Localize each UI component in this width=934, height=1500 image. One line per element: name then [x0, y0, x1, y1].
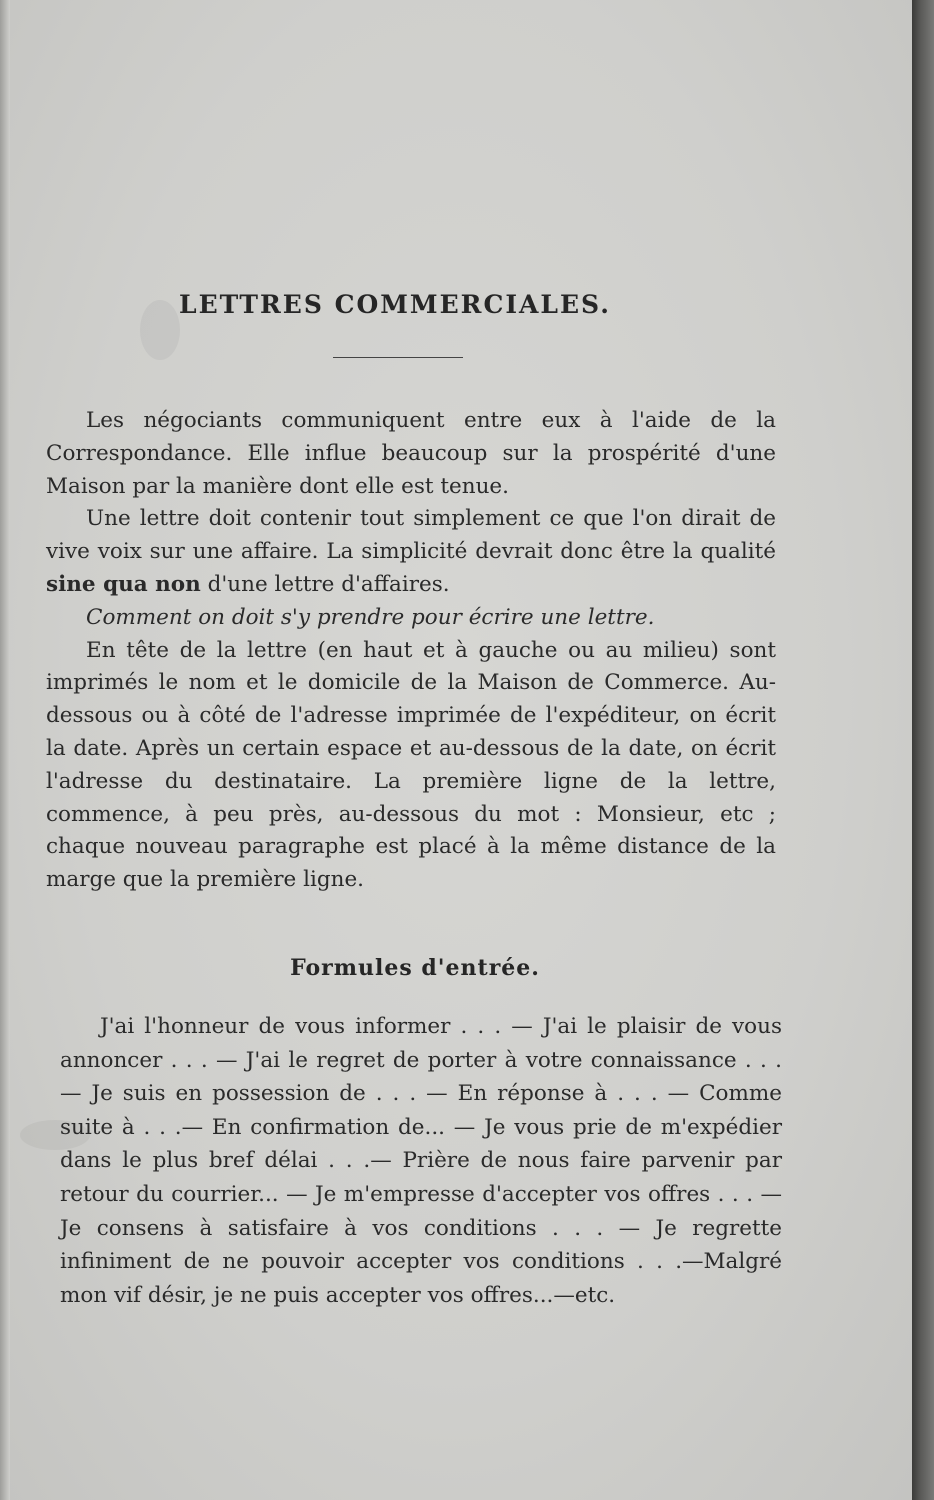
- section-subtitle: Formules d'entrée.: [290, 955, 540, 981]
- emphasis-bold: sine qua non: [46, 571, 201, 597]
- paragraph: [46, 635, 776, 897]
- paragraph-text: Les négociants communiquent entre eux à l'aide de la Correspondance. Elle influe beaucoup sur la prospérité d'une Maison par la manière dont elle est tenue.: [46, 408, 776, 499]
- page-edge: [912, 0, 934, 1500]
- paragraph: [46, 503, 776, 601]
- paragraph: [46, 602, 776, 635]
- paragraph-text: Une lettre doit contenir tout simplement ce que l'on dirait de vive voix sur une affaire. La simplicité devrait donc être la qualité: [46, 506, 776, 565]
- title-divider: [333, 357, 463, 358]
- paragraph: [46, 405, 776, 503]
- body-text: [46, 405, 776, 897]
- page-spine-shadow: [0, 0, 10, 1500]
- paragraph-text: En tête de la lettre (en haut et à gauche ou au milieu) sont imprimés le nom et le domicile de la Maison de Commerce. Au-dessous ou à côté de l'adresse imprimée de l'expéditeur, on écrit la date. Après un certain espace et au-dessous de la date, on écrit l'adresse du destinataire. La première ligne de la lettre, commence, à peu près, au-dessous du mot : Monsieur, etc ; chaque nouveau paragraphe est placé à la même distance de la marge que la première ligne.: [46, 637, 776, 893]
- paragraph-text: d'une lettre d'affaires.: [200, 571, 450, 597]
- italic-heading: Comment on doit s'y prendre pour écrire une lettre.: [86, 604, 655, 630]
- page-title: LETTRES COMMERCIALES.: [179, 290, 611, 319]
- formules-paragraph: J'ai l'honneur de vous informer . . . — J'ai le plaisir de vous annoncer . . . — J'ai le regret de porter à votre connaissance . . . — Je suis en possession de . . . — En réponse à . . . — Comme suite à . . .— En confirmation de... — Je vous prie de m'expédier dans le plus bref délai . . .— Prière de nous faire parvenir par retour du courrier... — Je m'empresse d'accepter vos offres . . . — Je consens à satisfaire à vos conditions . . . — Je regrette infiniment de ne pouvoir accepter vos conditions . . .—Malgré mon vif désir, je ne puis accepter vos offres...—etc.: [60, 1014, 782, 1308]
